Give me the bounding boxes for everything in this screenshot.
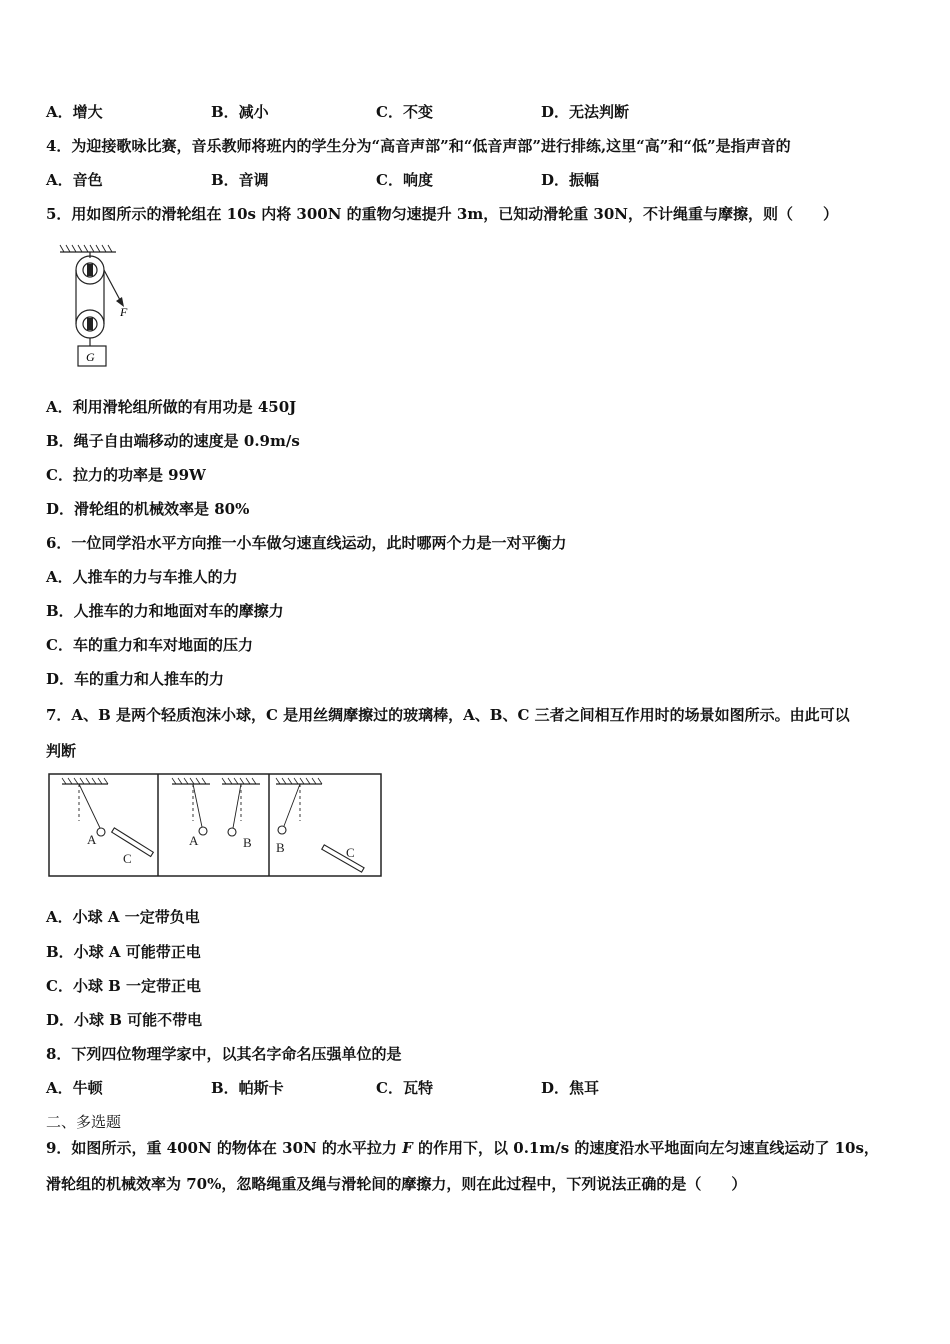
q8-option-d: D．焦耳	[541, 1079, 600, 1097]
label-b2: B	[276, 840, 285, 855]
q6-option-d: D．车的重力和人推车的力	[46, 670, 225, 688]
label-b1: B	[243, 835, 252, 850]
q6-option-a: A．人推车的力与车推人的力	[46, 568, 238, 586]
q5-option-b: B．绳子自由端移动的速度是 0.9m/s	[46, 432, 300, 450]
label-c1: C	[123, 851, 132, 866]
q3-option-a: A．增大	[46, 103, 103, 121]
label-c2: C	[346, 845, 355, 860]
q5-stem: 5．用如图所示的滑轮组在 10s 内将 300N 的重物匀速提升 3m，已知动滑轮重 30N，不计绳重与摩擦，则（ ）	[46, 205, 839, 223]
q8-option-a: A．牛顿	[46, 1079, 103, 1097]
q6-option-b: B．人推车的力和地面对车的摩擦力	[46, 602, 284, 620]
section-title: 二、多选题	[46, 1113, 122, 1131]
q9-stem-line2: 滑轮组的机械效率为 70%，忽略绳重及绳与滑轮间的摩擦力，则在此过程中，下列说法正确的是（ ）	[46, 1175, 747, 1193]
pulley-system-figure	[56, 244, 146, 368]
q4-option-a: A．音色	[46, 171, 103, 189]
q4-option-b: B．音调	[211, 171, 269, 189]
q9-stem-line1: 9．如图所示，重 400N 的物体在 30N 的水平拉力 F 的作用下，以 0.1m/s 的速度沿水平地面向左匀速直线运动了 10s，	[46, 1139, 879, 1157]
q4-option-c: C．响度	[376, 171, 433, 189]
q8-option-c: C．瓦特	[376, 1079, 433, 1097]
q5-option-d: D．滑轮组的机械效率是 80%	[46, 500, 250, 518]
q7-option-d: D．小球 B 可能不带电	[46, 1011, 203, 1029]
q4-option-d: D．振幅	[541, 171, 600, 189]
q6-option-c: C．车的重力和车对地面的压力	[46, 636, 253, 654]
q5-option-a: A．利用滑轮组所做的有用功是 450J	[46, 398, 297, 416]
charged-balls-figure	[48, 773, 382, 877]
force-variable: F	[402, 1139, 413, 1157]
force-label: F	[120, 305, 128, 319]
q3-option-c: C．不变	[376, 103, 433, 121]
q7-stem-line1: 7．A、B 是两个轻质泡沫小球，C 是用丝绸摩擦过的玻璃棒，A、B、C 三者之间相互作用时的场景如图所示。由此可以	[46, 706, 850, 724]
q7-option-b: B．小球 A 可能带正电	[46, 943, 201, 961]
weight-label: G	[86, 350, 95, 364]
q8-option-b: B．帕斯卡	[211, 1079, 284, 1097]
glass-rod-c2	[322, 845, 364, 872]
q6-stem: 6．一位同学沿水平方向推一小车做匀速直线运动，此时哪两个力是一对平衡力	[46, 534, 567, 552]
q3-option-b: B．减小	[211, 103, 269, 121]
q8-stem: 8．下列四位物理学家中，以其名字命名压强单位的是	[46, 1045, 402, 1063]
q7-stem-line2: 判断	[46, 742, 77, 760]
label-a1: A	[87, 832, 97, 847]
q3-option-d: D．无法判断	[541, 103, 630, 121]
label-a2: A	[189, 833, 199, 848]
q7-option-a: A．小球 A 一定带负电	[46, 908, 200, 926]
glass-rod-c1	[112, 828, 154, 857]
q5-option-c: C．拉力的功率是 99W	[46, 466, 206, 484]
q4-stem: 4．为迎接歌咏比赛，音乐教师将班内的学生分为“高音声部”和“低音声部”进行排练,这里“高”和“低”是指声音的	[46, 137, 791, 155]
q7-option-c: C．小球 B 一定带正电	[46, 977, 202, 995]
